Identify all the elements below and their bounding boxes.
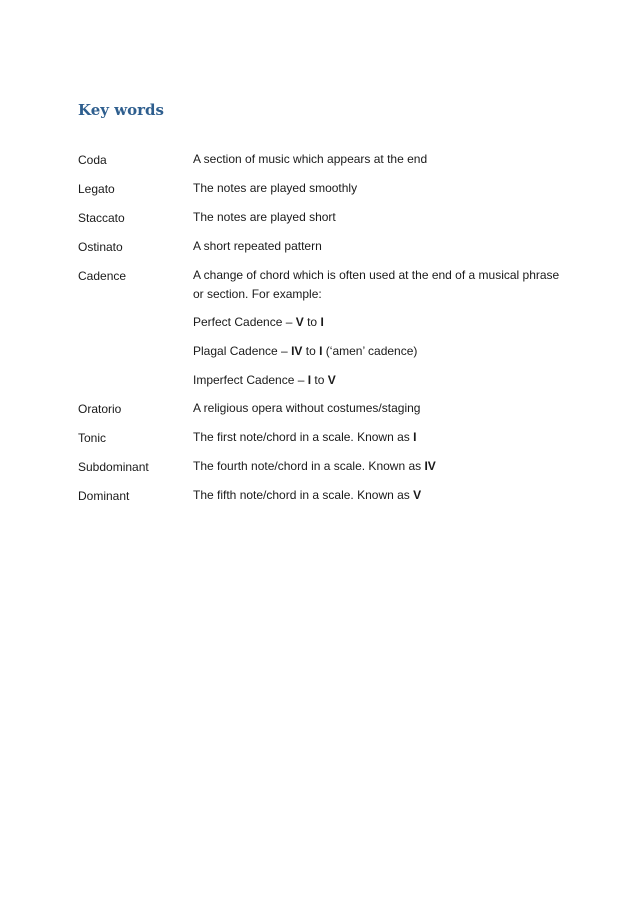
definition-legato: The notes are played smoothly [193, 181, 358, 195]
definition-staccato: The notes are played short [193, 210, 336, 224]
definition-coda: A section of music which appears at the end [193, 152, 428, 166]
definition-ostinato: A short repeated pattern [193, 239, 322, 253]
term-tonic: Tonic [78, 431, 107, 445]
definition-dominant: The fifth note/chord in a scale. Known as V [193, 488, 422, 502]
term-ostinato: Ostinato [78, 240, 123, 254]
definition-subdominant: The fourth note/chord in a scale. Known as IV [193, 459, 436, 473]
term-legato: Legato [78, 182, 115, 196]
term-dominant: Dominant [78, 489, 130, 503]
term-cadence: Cadence [78, 269, 127, 283]
definition-oratorio: A religious opera without costumes/staging [193, 401, 421, 415]
term-coda: Coda [78, 153, 107, 167]
term-oratorio: Oratorio [78, 402, 122, 416]
cadence-example-imperfect: Imperfect Cadence – I to V [193, 373, 336, 387]
cadence-example-plagal: Plagal Cadence – IV to I (‘amen’ cadence) [193, 344, 418, 358]
page-heading: Key words [78, 101, 164, 119]
definition-cadence: A change of chord which is often used at the end of a musical phrase or section. For example: [193, 268, 560, 301]
term-subdominant: Subdominant [78, 460, 149, 474]
definition-tonic: The first note/chord in a scale. Known as I [193, 430, 417, 444]
cadence-example-perfect: Perfect Cadence – V to I [193, 315, 324, 329]
term-staccato: Staccato [78, 211, 125, 225]
